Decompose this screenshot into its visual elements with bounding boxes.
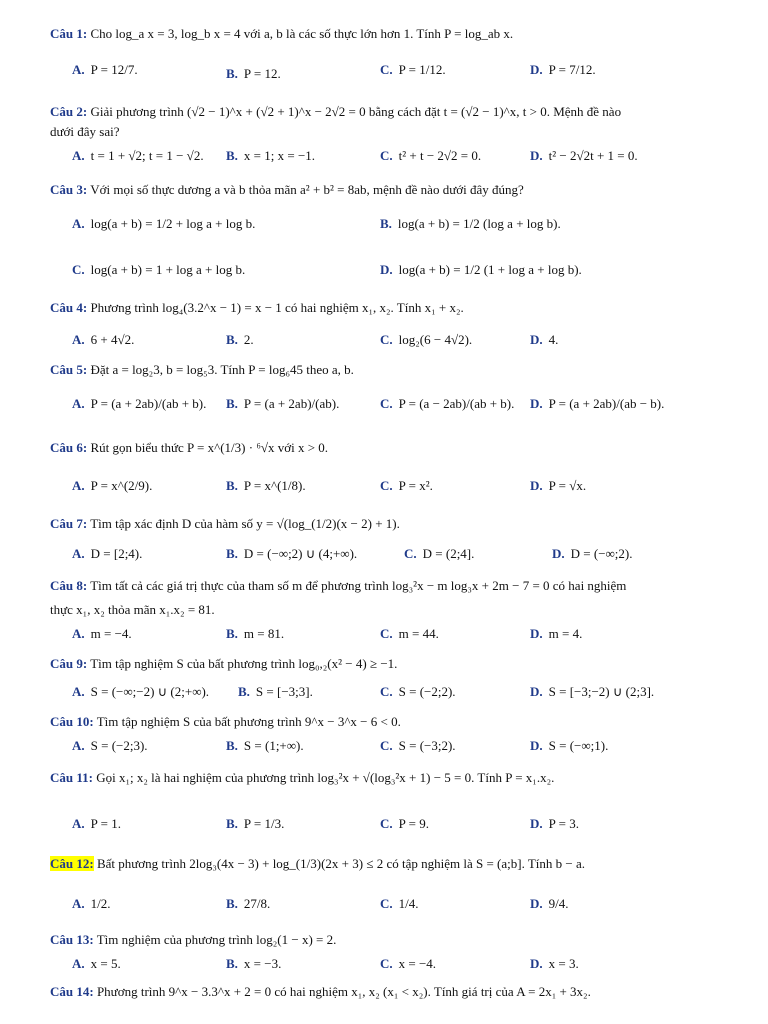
q2-option-c[interactable]: C. t² + t − 2√2 = 0. [380, 148, 482, 163]
q11-option-a[interactable]: A. P = 1. [72, 816, 121, 831]
q4-option-b[interactable]: B. 2. [226, 332, 254, 347]
q6-option-c[interactable]: C. P = x². [380, 478, 433, 493]
q2-option-a[interactable]: A. t = 1 + √2; t = 1 − √2. [72, 148, 204, 163]
question-8-stem: Tìm tất cả các giá trị thực của tham số m để phương trình log₃²x − m log₃x + 2m − 7 = 0 có hai nghiệm [90, 578, 627, 593]
question-7: Câu 7: Tìm tập xác định D của hàm số y = √(log_(1/2)(x − 2) + 1). [50, 516, 400, 531]
q1-option-c[interactable]: C. P = 1/12. [380, 62, 446, 77]
question-14-stem: Phương trình 9^x − 3.3^x + 2 = 0 có hai nghiệm x₁, x₂ (x₁ < x₂). Tính giá trị của A = 2x₁ + 3x₂. [96, 984, 591, 999]
question-3: Câu 3: Với mọi số thực dương a và b thỏa mãn a² + b² = 8ab, mệnh đề nào dưới đây đúng? [50, 182, 524, 197]
question-14: Câu 14: Phương trình 9^x − 3.3^x + 2 = 0 có hai nghiệm x₁, x₂ (x₁ < x₂). Tính giá trị của A = 2x₁ + 3x₂. [50, 984, 591, 999]
q2-option-d[interactable]: D. t² − 2√2t + 1 = 0. [530, 148, 638, 163]
q6-option-d[interactable]: D. P = √x. [530, 478, 587, 493]
question-5-stem: Đặt a = log₂3, b = log₅3. Tính P = log₆45 theo a, b. [90, 362, 354, 377]
question-9-stem: Tìm tập nghiệm S của bất phương trình log₀,₂(x² − 4) ≥ −1. [90, 656, 398, 671]
q7-option-c[interactable]: C. D = (2;4]. [404, 546, 475, 561]
q8-option-b[interactable]: B. m = 81. [226, 626, 285, 641]
q5-option-c[interactable]: C. P = (a − 2ab)/(ab + b). [380, 396, 515, 411]
question-10-stem: Tìm tập nghiệm S của bất phương trình 9^x − 3^x − 6 < 0. [96, 714, 401, 729]
question-4-stem: Phương trình log₄(3.2^x − 1) = x − 1 có hai nghiệm x₁, x₂. Tính x₁ + x₂. [90, 300, 464, 315]
question-10: Câu 10: Tìm tập nghiệm S của bất phương trình 9^x − 3^x − 6 < 0. [50, 714, 401, 729]
q6-option-b[interactable]: B. P = x^(1/8). [226, 478, 306, 493]
q11-option-b[interactable]: B. P = 1/3. [226, 816, 285, 831]
q9-option-a[interactable]: A. S = (−∞;−2) ∪ (2;+∞). [72, 684, 210, 699]
q12-option-c[interactable]: C. 1/4. [380, 896, 419, 911]
q6-option-a[interactable]: A. P = x^(2/9). [72, 478, 153, 493]
question-11-stem: Gọi x₁; x₂ là hai nghiệm của phương trình log₃²x + √(log₃²x + 1) − 5 = 0. Tính P = x₁.x₂. [96, 770, 555, 785]
q8-option-a[interactable]: A. m = −4. [72, 626, 132, 641]
question-6: Câu 6: Rút gọn biểu thức P = x^(1/3) · ⁶√x với x > 0. [50, 440, 329, 455]
q10-option-d[interactable]: D. S = (−∞;1). [530, 738, 609, 753]
q7-option-a[interactable]: A. D = [2;4). [72, 546, 143, 561]
q1-option-d[interactable]: D. P = 7/12. [530, 62, 596, 77]
q13-option-a[interactable]: A. x = 5. [72, 956, 121, 971]
q3-option-a[interactable]: A. log(a + b) = 1/2 + log a + log b. [72, 216, 256, 231]
q10-option-a[interactable]: A. S = (−2;3). [72, 738, 148, 753]
q12-option-b[interactable]: B. 27/8. [226, 896, 271, 911]
q4-option-a[interactable]: A. 6 + 4√2. [72, 332, 135, 347]
q5-option-d[interactable]: D. P = (a + 2ab)/(ab − b). [530, 396, 665, 411]
question-13-stem: Tìm nghiệm của phương trình log₂(1 − x) = 2. [96, 932, 337, 947]
question-8: Câu 8: Tìm tất cả các giá trị thực của tham số m để phương trình log₃²x − m log₃x + 2m − 7 = 0 có hai nghiệm [50, 578, 627, 593]
q8-option-c[interactable]: C. m = 44. [380, 626, 439, 641]
q9-option-c[interactable]: C. S = (−2;2). [380, 684, 456, 699]
q8-option-d[interactable]: D. m = 4. [530, 626, 583, 641]
q12-option-a[interactable]: A. 1/2. [72, 896, 111, 911]
q4-option-d[interactable]: D. 4. [530, 332, 559, 347]
q1-option-a[interactable]: A. P = 12/7. [72, 62, 138, 77]
question-11: Câu 11: Gọi x₁; x₂ là hai nghiệm của phương trình log₃²x + √(log₃²x + 1) − 5 = 0. Tính P = x₁.x₂. [50, 770, 555, 785]
q12-option-d[interactable]: D. 9/4. [530, 896, 569, 911]
question-1-stem: Cho log_a x = 3, log_b x = 4 với a, b là các số thực lớn hơn 1. Tính P = log_ab x. [90, 26, 514, 41]
question-12-stem: Bất phương trình 2log₃(4x − 3) + log_(1/3)(2x + 3) ≤ 2 có tập nghiệm là S = (a;b]. Tính b − a. [96, 856, 585, 871]
question-2-stem: Giải phương trình (√2 − 1)^x + (√2 + 1)^x − 2√2 = 0 bằng cách đặt t = (√2 − 1)^x, t > 0. Mệnh đề nào [90, 104, 622, 119]
q3-option-c[interactable]: C. log(a + b) = 1 + log a + log b. [72, 262, 246, 277]
q9-option-d[interactable]: D. S = [−3;−2) ∪ (2;3]. [530, 684, 655, 699]
q10-option-c[interactable]: C. S = (−3;2). [380, 738, 456, 753]
q13-option-d[interactable]: D. x = 3. [530, 956, 579, 971]
question-5: Câu 5: Đặt a = log₂3, b = log₅3. Tính P = log₆45 theo a, b. [50, 362, 354, 377]
q3-option-b[interactable]: B. log(a + b) = 1/2 (log a + log b). [380, 216, 561, 231]
question-4: Câu 4: Phương trình log₄(3.2^x − 1) = x − 1 có hai nghiệm x₁, x₂. Tính x₁ + x₂. [50, 300, 464, 315]
q1-option-b[interactable]: B. P = 12. [226, 66, 281, 81]
q13-option-b[interactable]: B. x = −3. [226, 956, 282, 971]
q5-option-b[interactable]: B. P = (a + 2ab)/(ab). [226, 396, 340, 411]
question-8-stem-cont: thực x₁, x₂ thỏa mãn x₁.x₂ = 81. [50, 602, 215, 617]
q7-option-d[interactable]: D. D = (−∞;2). [552, 546, 633, 561]
q3-option-d[interactable]: D. log(a + b) = 1/2 (1 + log a + log b). [380, 262, 582, 277]
q9-option-b[interactable]: B. S = [−3;3]. [238, 684, 313, 699]
q7-option-b[interactable]: B. D = (−∞;2) ∪ (4;+∞). [226, 546, 358, 561]
question-13: Câu 13: Tìm nghiệm của phương trình log₂(1 − x) = 2. [50, 932, 337, 947]
question-2-stem-cont: dưới đây sai? [50, 124, 120, 139]
q4-option-c[interactable]: C. log₂(6 − 4√2). [380, 332, 473, 347]
question-2: Câu 2: Giải phương trình (√2 − 1)^x + (√2 + 1)^x − 2√2 = 0 bằng cách đặt t = (√2 − 1)^x, t > 0. Mệnh đề nào [50, 104, 622, 119]
q5-option-a[interactable]: A. P = (a + 2ab)/(ab + b). [72, 396, 207, 411]
question-1: Câu 1: Cho log_a x = 3, log_b x = 4 với a, b là các số thực lớn hơn 1. Tính P = log_ab x. [50, 26, 514, 41]
question-9: Câu 9: Tìm tập nghiệm S của bất phương trình log₀,₂(x² − 4) ≥ −1. [50, 656, 398, 671]
question-3-stem: Với mọi số thực dương a và b thỏa mãn a² + b² = 8ab, mệnh đề nào dưới đây đúng? [90, 182, 524, 197]
q11-option-c[interactable]: C. P = 9. [380, 816, 429, 831]
q13-option-c[interactable]: C. x = −4. [380, 956, 437, 971]
q2-option-b[interactable]: B. x = 1; x = −1. [226, 148, 316, 163]
question-6-stem: Rút gọn biểu thức P = x^(1/3) · ⁶√x với x > 0. [90, 440, 329, 455]
q10-option-b[interactable]: B. S = (1;+∞). [226, 738, 304, 753]
question-12: Câu 12: Bất phương trình 2log₃(4x − 3) + log_(1/3)(2x + 3) ≤ 2 có tập nghiệm là S = (a;b]. Tính b − a. [50, 856, 585, 871]
question-7-stem: Tìm tập xác định D của hàm số y = √(log_(1/2)(x − 2) + 1). [90, 516, 400, 531]
q11-option-d[interactable]: D. P = 3. [530, 816, 579, 831]
